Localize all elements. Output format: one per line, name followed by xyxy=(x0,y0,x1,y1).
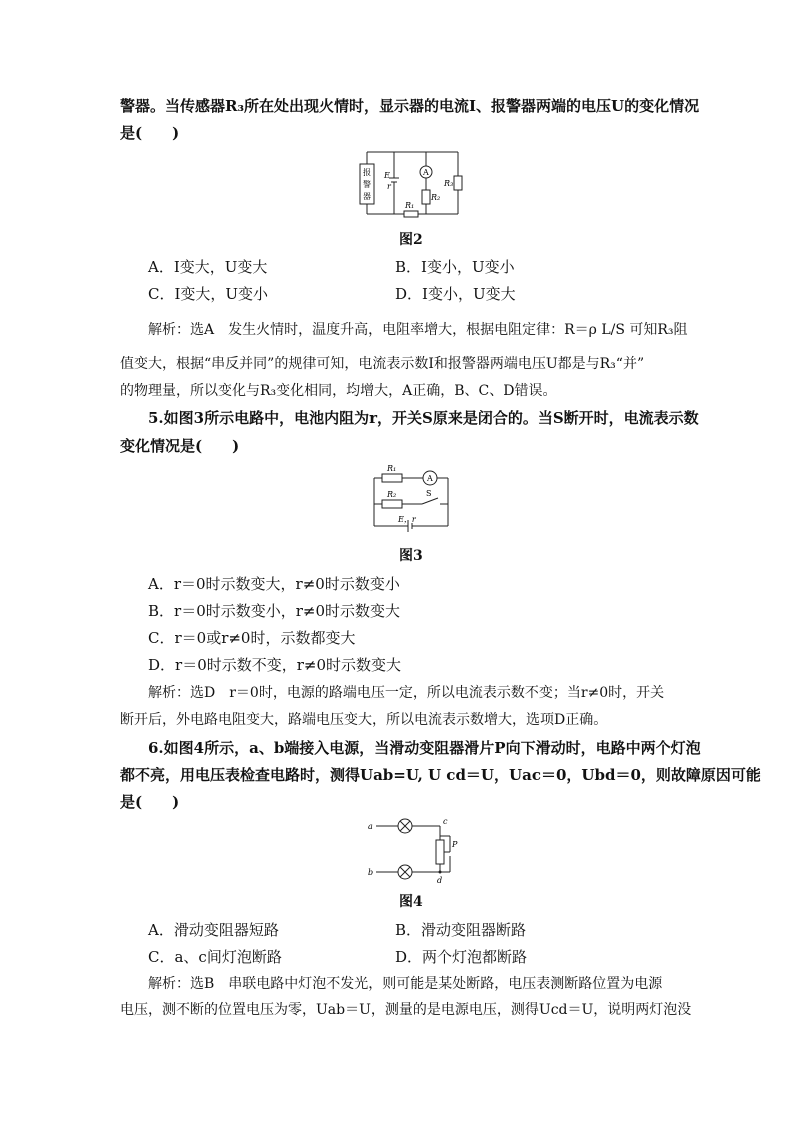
rheostat xyxy=(436,840,444,864)
figure-4-circuit xyxy=(364,816,464,888)
switch-s xyxy=(422,498,438,504)
point-d-label: d xyxy=(437,876,443,885)
q6-stem-line2: 都不亮，用电压表检查电路时，测得Uab=U, U cd＝U，Uac＝0，Ubd＝0，则故障原因可能 xyxy=(120,766,761,784)
q6-stem-line3: 是( ) xyxy=(120,793,180,811)
terminal-b-label: b xyxy=(368,868,374,877)
slider-p-label: P xyxy=(452,840,458,849)
ammeter-label: A xyxy=(427,474,433,483)
r2-resistor xyxy=(382,500,402,508)
q5-option-a: A．r＝0时示数变大，r≠0时示数变小 xyxy=(148,575,400,593)
q4-stem-line1: 警器。当传感器R₃所在处出现火情时，显示器的电流I、报警器两端的电压U的变化情况 xyxy=(120,97,700,115)
q4-stem-line2: 是( ) xyxy=(120,124,180,142)
figure-4-caption: 图4 xyxy=(399,894,423,910)
r-label: r xyxy=(387,182,391,191)
r3-label: R₃ xyxy=(444,179,454,188)
r1-resistor xyxy=(404,211,418,217)
r1-label: R₁ xyxy=(405,201,415,210)
r2-label: R₂ xyxy=(431,193,441,202)
q5-analysis-line2: 断开后，外电路电阻变大，路端电压变大，所以电流表示数增大，选项D正确。 xyxy=(120,712,608,728)
alarm-label-3: 器 xyxy=(363,192,371,201)
q6-analysis-line2: 电压，测不断的位置电压为零，Uab＝U，测量的是电源电压，测得Ucd＝U，说明两灯泡没 xyxy=(120,1002,692,1018)
q6-analysis-line1: 解析：选B 串联电路中灯泡不发光，则可能是某处断路，电压表测断路位置为电源 xyxy=(148,976,663,992)
r2-label: R₂ xyxy=(387,490,397,499)
q6-stem-line1: 6.如图4所示，a、b端接入电源，当滑动变阻器滑片P向下滑动时，电路中两个灯泡 xyxy=(148,739,701,757)
point-c-label: c xyxy=(443,817,448,826)
q4-analysis-line2: 值变大，根据“串反并同”的规律可知，电流表示数I和报警器两端电压U都是与R₃“并” xyxy=(120,356,645,372)
q4-analysis-line1: 解析：选A 发生火情时，温度升高，电阻率增大，根据电阻定律：R＝ρ L/S 可知R₃阻 xyxy=(148,322,688,338)
emf-label: E xyxy=(384,171,390,180)
r3-resistor xyxy=(454,176,462,190)
q5-stem-line2: 变化情况是( ) xyxy=(120,437,240,455)
alarm-label-1: 报 xyxy=(363,168,371,177)
q5-analysis-line1: 解析：选D r＝0时，电源的路端电压一定，所以电流表示数不变；当r≠0时，开关 xyxy=(148,685,665,701)
figure-3-caption: 图3 xyxy=(399,548,423,564)
q4-option-c: C．I变大，U变小 xyxy=(148,285,269,303)
q5-option-c: C．r＝0或r≠0时，示数都变大 xyxy=(148,629,356,647)
q4-option-d: D．I变小，U变大 xyxy=(395,285,516,303)
figure-2-caption: 图2 xyxy=(399,232,423,248)
q4-option-b: B．I变小，U变小 xyxy=(395,258,515,276)
terminal-a-label: a xyxy=(368,822,373,831)
q6-option-b: B．滑动变阻器断路 xyxy=(395,921,527,939)
figure-2-circuit xyxy=(356,148,466,220)
q6-option-a: A．滑动变阻器短路 xyxy=(148,921,279,939)
figure-3-circuit xyxy=(368,462,458,534)
r2-resistor xyxy=(422,190,430,204)
q4-analysis-line3: 的物理量，所以变化与R₃变化相同，均增大，A正确，B、C、D错误。 xyxy=(120,383,557,399)
q5-stem-line1: 5.如图3所示电路中，电池内阻为r，开关S原来是闭合的。当S断开时，电流表示数 xyxy=(148,409,699,427)
source-label: E，r xyxy=(398,515,416,524)
q4-option-a: A．I变大，U变大 xyxy=(148,258,268,276)
switch-label: S xyxy=(426,489,432,498)
r1-label: R₁ xyxy=(387,464,397,473)
q6-option-c: C．a、c间灯泡断路 xyxy=(148,948,282,966)
alarm-label-2: 警 xyxy=(363,180,371,189)
q6-option-d: D．两个灯泡都断路 xyxy=(395,948,528,966)
ammeter-label: A xyxy=(423,168,429,177)
r1-resistor xyxy=(382,474,402,482)
q5-option-d: D．r＝0时示数不变，r≠0时示数变大 xyxy=(148,656,402,674)
q5-option-b: B．r＝0时示数变小，r≠0时示数变大 xyxy=(148,602,401,620)
